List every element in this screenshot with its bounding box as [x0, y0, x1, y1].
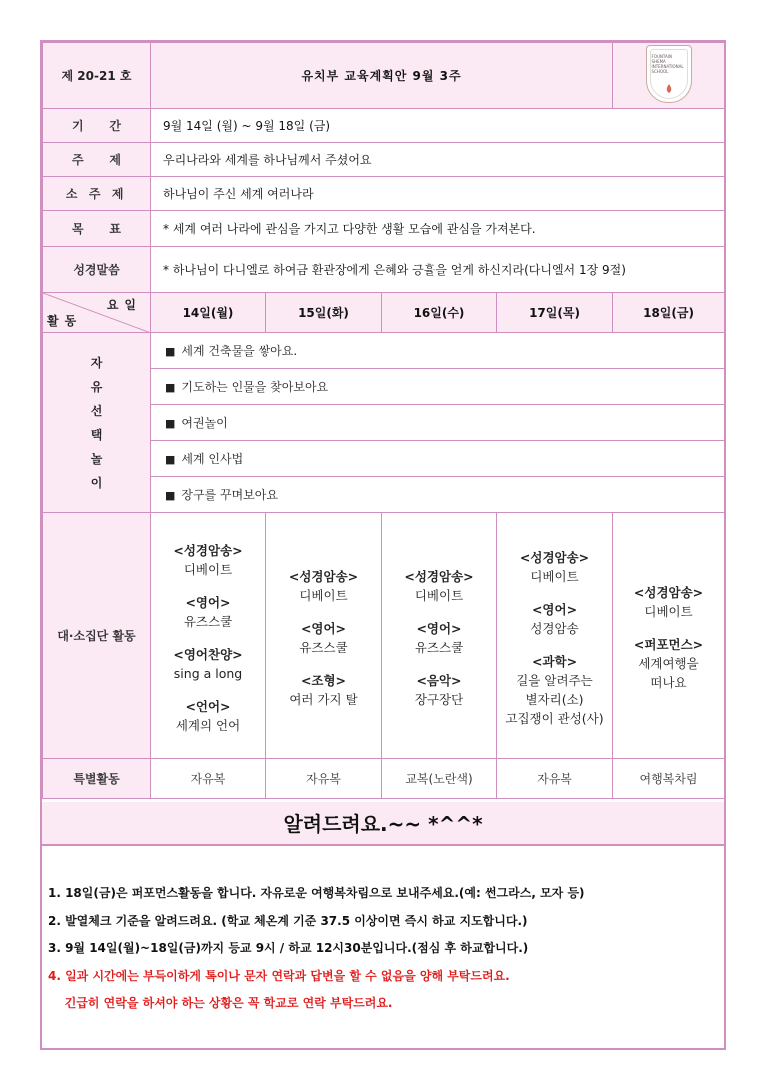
- activity-header-label: 활동: [47, 314, 83, 328]
- period-value: 9월 14일 (월) ~ 9월 18일 (금): [151, 109, 725, 143]
- activity-block: [382, 619, 496, 657]
- notice-item: 2. 발열체크 기준을 알려드려요. (학교 체온계 기준 37.5 이상이면 즉시 하교 지도합니다.): [48, 913, 528, 928]
- activity-block: [266, 619, 381, 657]
- activity-name: 디베이트: [530, 568, 579, 584]
- group-activity-tue: [266, 513, 382, 759]
- activity-name: 성경암송: [530, 620, 579, 636]
- activity-name: 유즈스쿨: [183, 613, 233, 629]
- activity-block: [613, 583, 724, 621]
- notice-item-warning: 4. 일과 시간에는 부득이하게 톡이나 문자 연락과 답변을 할 수 없음을 양해 부탁드려요.: [48, 968, 510, 983]
- activity-name: 별자리(소): [525, 691, 584, 707]
- activity-block: [382, 567, 496, 605]
- free-play-item: ■ 기도하는 인물을 찾아보아요: [151, 369, 725, 405]
- activity-block: [497, 600, 612, 638]
- notice-list: [48, 880, 718, 1018]
- subtheme-label: 소 주 제: [43, 177, 151, 211]
- theme-label: 주 제: [43, 143, 151, 177]
- activity-name: 유즈스쿨: [414, 639, 464, 655]
- activity-block: [497, 652, 612, 728]
- activity-category: <영어>: [300, 620, 347, 636]
- day-header-fri: 18일(금): [613, 293, 725, 333]
- subtheme-value: 하나님이 주신 세계 여러나라: [151, 177, 725, 211]
- activity-block: [151, 645, 265, 683]
- activity-name: 장구장단: [414, 691, 464, 707]
- activity-category: <영어찬양>: [173, 646, 243, 662]
- day-header-thu: 17일(목): [497, 293, 613, 333]
- activity-block: [613, 635, 724, 692]
- activity-category: <성경암송>: [173, 542, 243, 558]
- activity-category: <음악>: [416, 672, 462, 688]
- special-activity-label: 특별활동: [43, 759, 151, 799]
- special-activity-mon: 자유복: [151, 759, 266, 799]
- notice-title: 알려드려요.~~ *^^*: [42, 802, 724, 846]
- special-activity-fri: 여행복차림: [613, 759, 725, 799]
- activity-name: 세계의 언어: [175, 717, 241, 733]
- free-play-item: ■ 여권놀이: [151, 405, 725, 441]
- activity-block: [382, 671, 496, 709]
- activity-block: [266, 567, 381, 605]
- activity-category: <영어>: [531, 601, 578, 617]
- activity-category: <언어>: [185, 698, 231, 714]
- group-activity-thu: [497, 513, 613, 759]
- activity-name: 세계여행을: [638, 656, 699, 671]
- activity-name: sing a long: [173, 665, 243, 681]
- page-title: 유치부 교육계획안 9월 3주: [151, 43, 613, 109]
- special-activity-tue: 자유복: [266, 759, 382, 799]
- activity-name: 디베이트: [414, 587, 464, 603]
- issue-number: 제 20-21 호: [43, 43, 151, 109]
- day-header-tue: 15일(화): [266, 293, 382, 333]
- goal-value: * 세계 여러 나라에 관심을 가지고 다양한 생활 모습에 관심을 가져본다.: [151, 211, 725, 247]
- lesson-plan-sheet: [40, 40, 726, 1050]
- activity-name: 길을 알려주는: [516, 672, 593, 688]
- activity-category: <퍼포먼스>: [633, 637, 704, 652]
- free-play-label: 자 유 선 택 놀 이: [43, 333, 151, 513]
- day-header-wed: 16일(수): [382, 293, 497, 333]
- free-play-item: ■ 세계 인사법: [151, 441, 725, 477]
- activity-block: [151, 541, 265, 579]
- group-activity-fri: [613, 513, 725, 759]
- activity-category: <성경암송>: [288, 568, 359, 584]
- activity-category: <성경암송>: [404, 568, 474, 584]
- bible-verse-value: * 하나님이 다니엘로 하여금 환관장에게 은혜와 긍휼을 얻게 하신지라(다니엘서 1장 9절): [151, 247, 725, 293]
- activity-block: [497, 548, 612, 586]
- activity-category: <성경암송>: [519, 549, 590, 565]
- theme-value: 우리나라와 세계를 하나님께서 주셨어요: [151, 143, 725, 177]
- special-activity-wed: 교복(노란색): [382, 759, 497, 799]
- group-activity-wed: [382, 513, 497, 759]
- activity-name: 여러 가지 탈: [289, 691, 358, 707]
- notice-item-warning: 긴급히 연락을 하셔야 하는 상황은 꼭 학교로 연락 부탁드려요.: [48, 996, 393, 1010]
- period-label: 기 간: [43, 109, 151, 143]
- activity-name: 디베이트: [644, 604, 693, 619]
- group-activity-mon: [151, 513, 266, 759]
- activity-category: <조형>: [300, 672, 347, 688]
- activity-block: [266, 671, 381, 709]
- notice-item: 3. 9월 14일(월)~18일(금)까지 등교 9시 / 하교 12시30분입니다.(점심 후 하교합니다.): [48, 941, 529, 955]
- free-play-item: ■ 장구를 꾸며보아요: [151, 477, 725, 513]
- activity-block: [151, 697, 265, 735]
- special-activity-thu: 자유복: [497, 759, 613, 799]
- goal-label: 목 표: [43, 211, 151, 247]
- activity-category: <과학>: [531, 653, 578, 669]
- activity-name: 디베이트: [299, 587, 348, 603]
- activity-name: 떠나요: [650, 675, 687, 690]
- activity-name: 고집쟁이 관성(사): [505, 710, 604, 726]
- school-emblem-icon: FOUNTAIN SHEMA INTERNATIONAL SCHOOL: [646, 45, 692, 103]
- day-activity-header: [43, 293, 151, 333]
- activity-category: <성경암송>: [633, 585, 704, 600]
- free-play-item: ■ 세계 건축물을 쌓아요.: [151, 333, 725, 369]
- activity-name: 디베이트: [183, 561, 233, 577]
- school-logo: [613, 43, 725, 109]
- notice-item: 1. 18일(금)은 퍼포먼스활동을 합니다. 자유로운 여행복차림으로 보내주세요.(예: 썬그라스, 모자 등): [48, 886, 585, 900]
- plan-table: [42, 42, 725, 799]
- day-header-label: 요일: [106, 298, 142, 312]
- group-activity-label: 대·소집단 활동: [43, 513, 151, 759]
- activity-name: 유즈스쿨: [299, 639, 348, 655]
- day-header-mon: 14일(월): [151, 293, 266, 333]
- activity-category: <영어>: [416, 620, 462, 636]
- activity-category: <영어>: [185, 594, 231, 610]
- activity-block: [151, 593, 265, 631]
- bible-verse-label: 성경말씀: [43, 247, 151, 293]
